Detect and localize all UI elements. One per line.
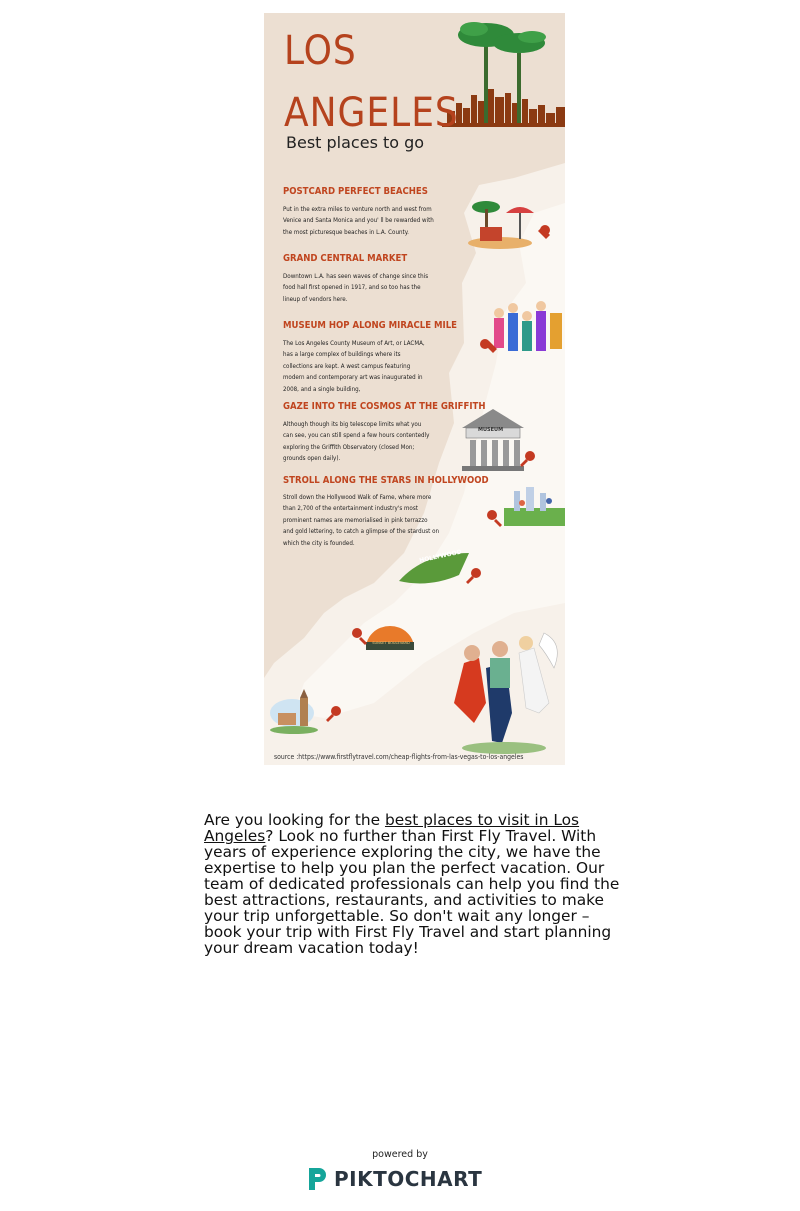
section-heading: POSTCARD PERFECT BEACHES xyxy=(283,186,428,197)
section-body: Although though its big telescope limits what you can see, you can still spend a few hours contentedly exploring the Griffith Observatory (closed Mon; grounds open daily). xyxy=(283,421,430,463)
section-heading: GRAND CENTRAL MARKET xyxy=(283,253,408,264)
section-body: Put in the extra miles to venture north and west from Venice and Santa Monica and you' ll be rewarded with the most picturesque beaches in L.A. County. xyxy=(283,206,434,236)
section-heading: STROLL ALONG THE STARS IN HOLLYWOOD xyxy=(283,475,489,486)
hollywood-sign: HOLLYWOOD xyxy=(418,548,463,565)
piktochart-logo[interactable] xyxy=(306,1165,482,1193)
section-body: Stroll down the Hollywood Walk of Fame, where more than 2,700 of the entertainment industry's most prominent names are memorialised in pink terrazzo and gold lettering, to catch a glimpse of the stardust on which the city is founded. xyxy=(283,494,439,547)
description-text: ? Look no further than First Fly Travel. With years of experience exploring the city, we have the expertise to help you plan the perfect vacation. Our team of dedicated professionals can help you find the best attractions, restaurants, and activities to make your trip unforgettable. So don't wait any longer – book your trip with First Fly Travel and start planning your dream vacation today! xyxy=(204,827,620,957)
powered-by-label: powered by xyxy=(372,1149,428,1160)
description-text: Are you looking for the xyxy=(204,811,385,829)
section-body: The Los Angeles County Museum of Art, or LACMA, has a large complex of buildings where its collections are kept. A west campus featuring modern and contemporary art was inaugurated in 2008, and a single building, xyxy=(283,340,425,393)
description-paragraph xyxy=(204,812,629,956)
museum-sign: MUSEUM xyxy=(478,427,504,433)
best-places-link[interactable]: best places to visit in Los Angeles xyxy=(204,811,580,845)
poster-subtitle: Best places to go xyxy=(286,133,425,152)
section-heading: MUSEUM HOP ALONG MIRACLE MILE xyxy=(283,320,458,331)
poster-title-line1: LOS xyxy=(284,28,357,74)
piktochart-icon xyxy=(306,1166,328,1192)
sunset-boulevard-sign: SUNSET BOULEVARD xyxy=(372,641,410,645)
piktochart-wordmark: PIKTOCHART xyxy=(334,1167,483,1191)
skyline-icon xyxy=(442,89,565,127)
poster-title-line2: ANGELES xyxy=(284,90,459,136)
section-body: Downtown L.A. has seen waves of change since this food hall first opened in 1917, and so too has the lineup of vendors here. xyxy=(283,273,429,303)
infographic-poster xyxy=(264,13,565,765)
source-credit: source :https://www.firstflytravel.com/cheap-flights-from-las-vegas-to-los-angeles xyxy=(274,753,524,761)
section-heading: GAZE INTO THE COSMOS AT THE GRIFFITH xyxy=(283,401,486,412)
